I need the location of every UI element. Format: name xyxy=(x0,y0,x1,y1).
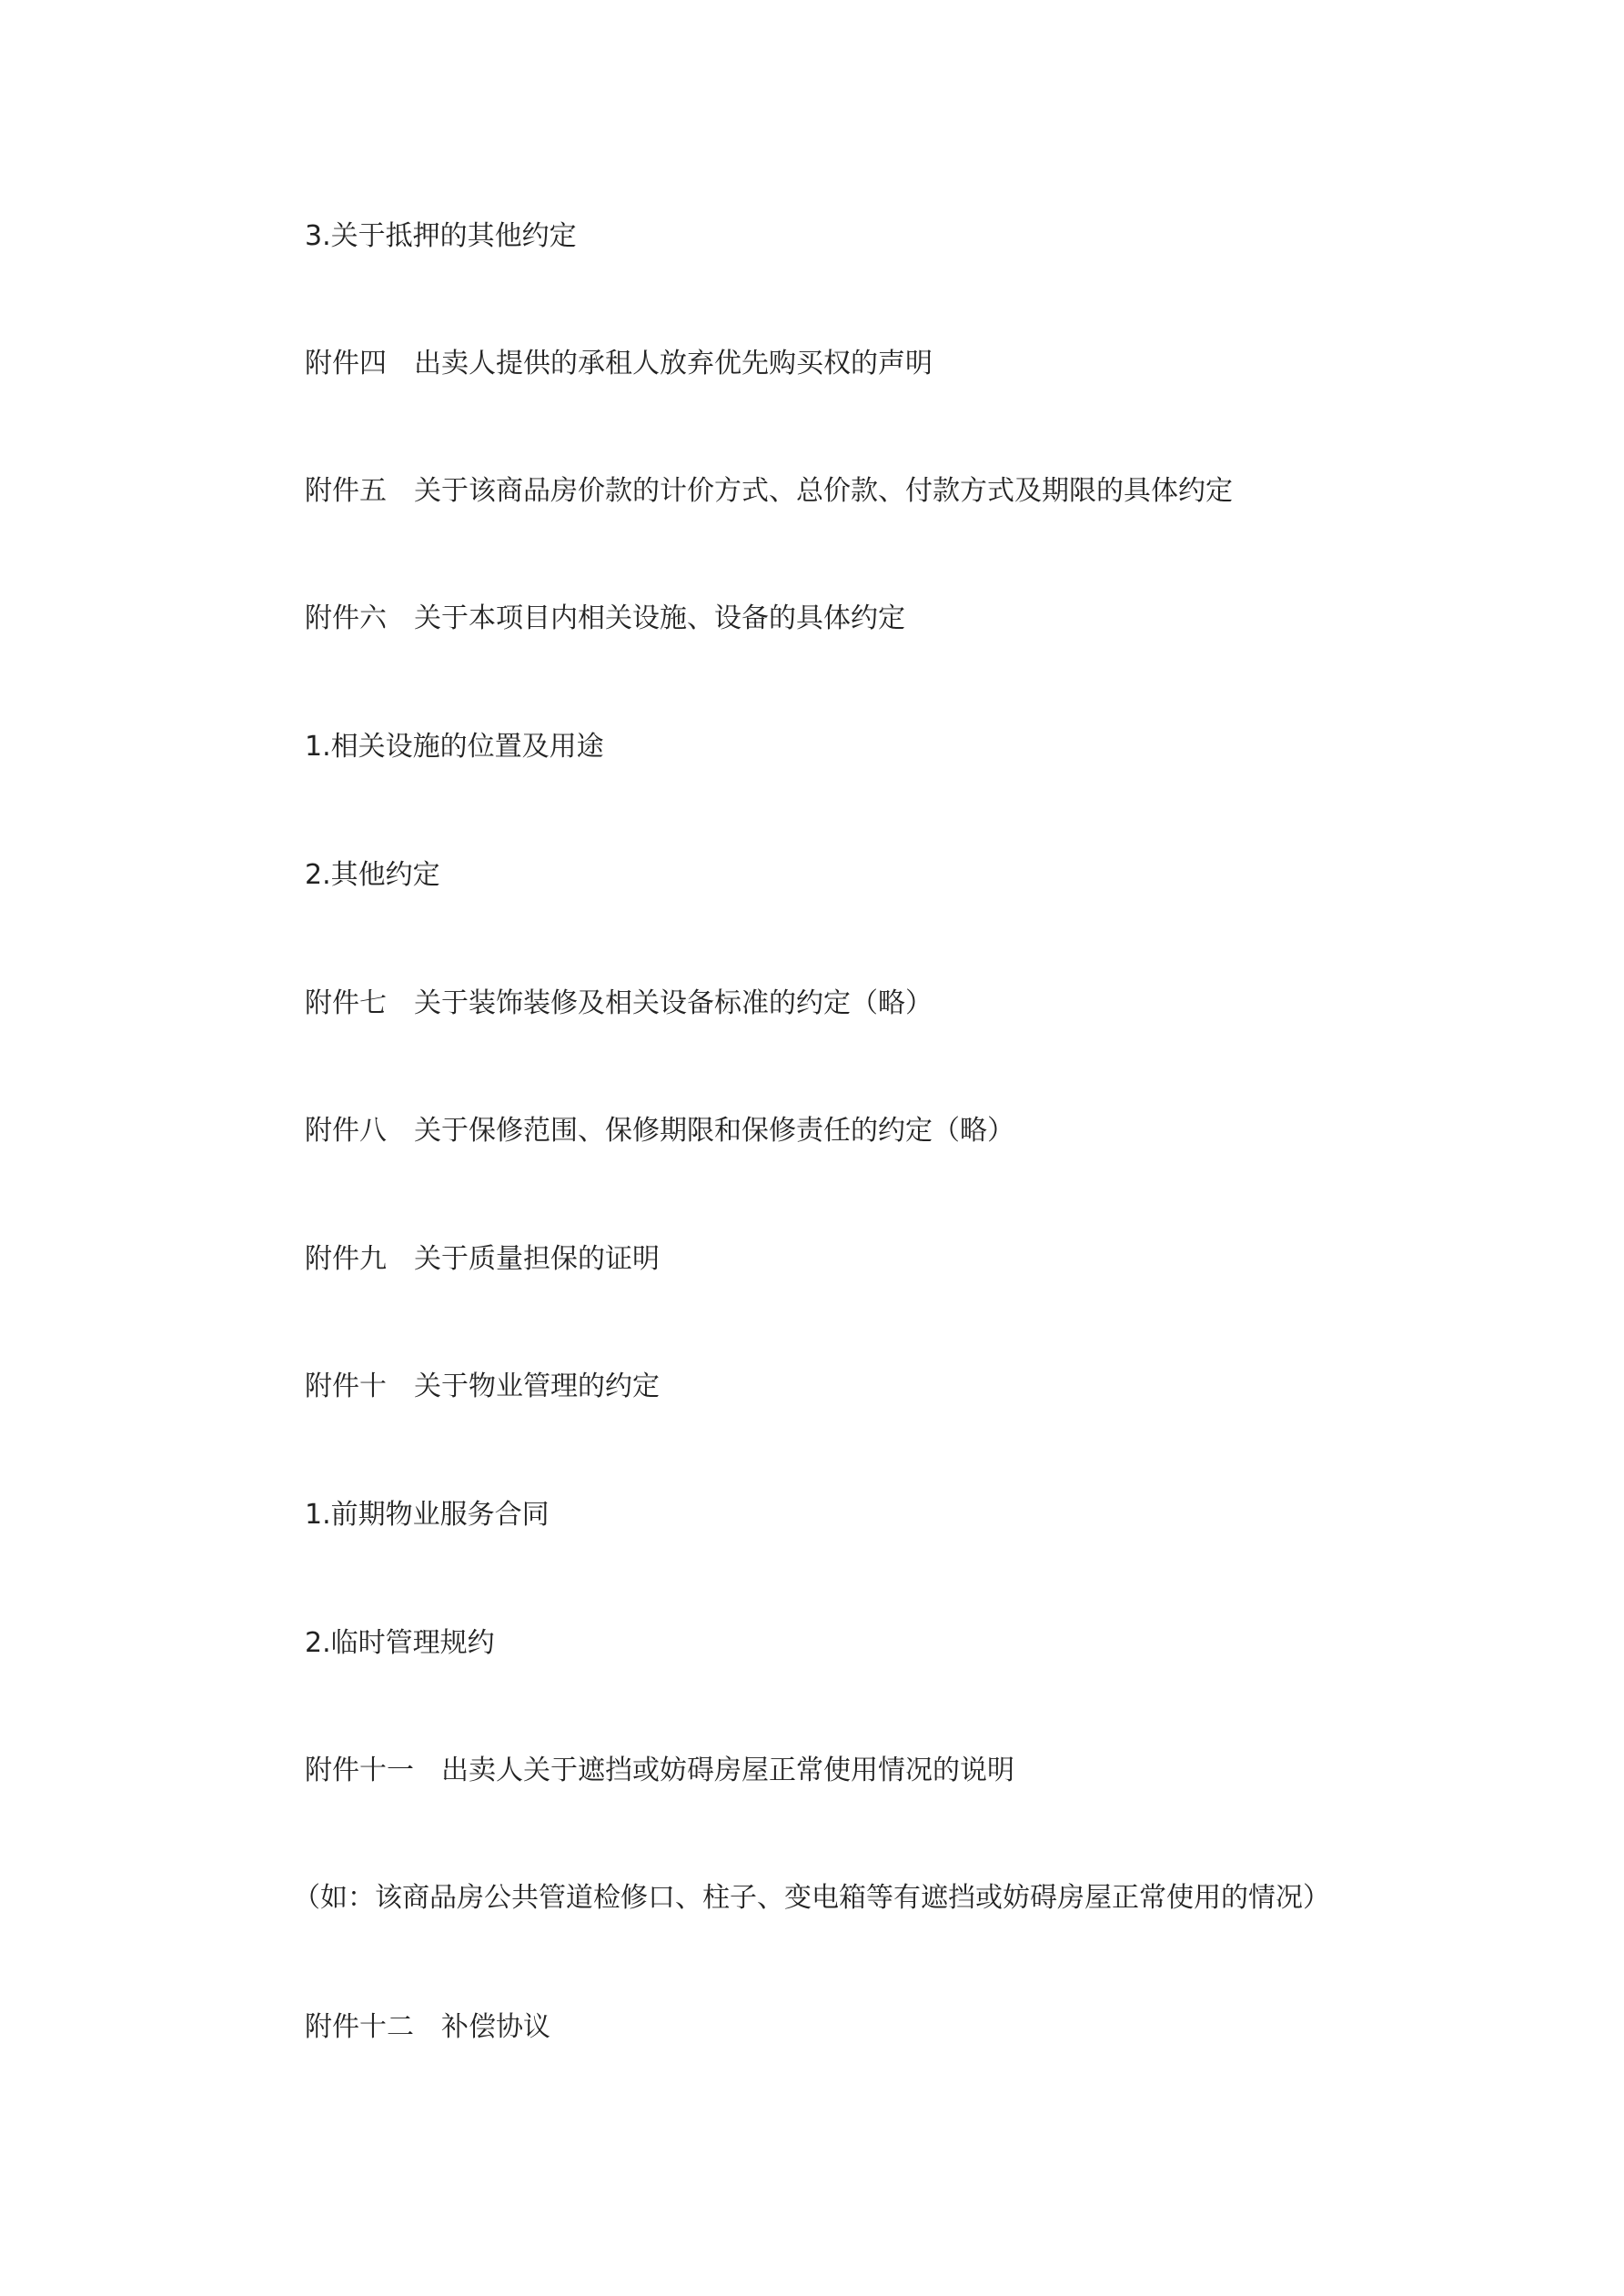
text-line: 附件四 出卖人提供的承租人放弃优先购买权的声明 xyxy=(305,348,933,379)
text-line: 附件九 关于质量担保的证明 xyxy=(305,1243,660,1275)
text-line: 附件八 关于保修范围、保修期限和保修责任的约定（略） xyxy=(305,1115,1014,1147)
text-line: 附件十 关于物业管理的约定 xyxy=(305,1371,660,1402)
text-line: 2.临时管理规约 xyxy=(305,1627,495,1659)
text-line: 附件十二 补偿协议 xyxy=(305,2011,550,2043)
text-line: 3.关于抵押的其他约定 xyxy=(305,220,577,252)
text-line: （如：该商品房公共管道检修口、柱子、变电箱等有遮挡或妨碍房屋正常使用的情况） xyxy=(293,1882,1330,1914)
text-line: 1.前期物业服务合同 xyxy=(305,1499,550,1531)
text-line: 附件六 关于本项目内相关设施、设备的具体约定 xyxy=(305,602,905,634)
text-line: 2.其他约定 xyxy=(305,859,440,891)
text-line: 附件七 关于装饰装修及相关设备标准的约定（略） xyxy=(305,987,933,1019)
text-line: 1.相关设施的位置及用途 xyxy=(305,731,604,763)
text-line: 附件十一 出卖人关于遮挡或妨碍房屋正常使用情况的说明 xyxy=(305,1755,1014,1786)
text-line: 附件五 关于该商品房价款的计价方式、总价款、付款方式及期限的具体约定 xyxy=(305,475,1233,507)
